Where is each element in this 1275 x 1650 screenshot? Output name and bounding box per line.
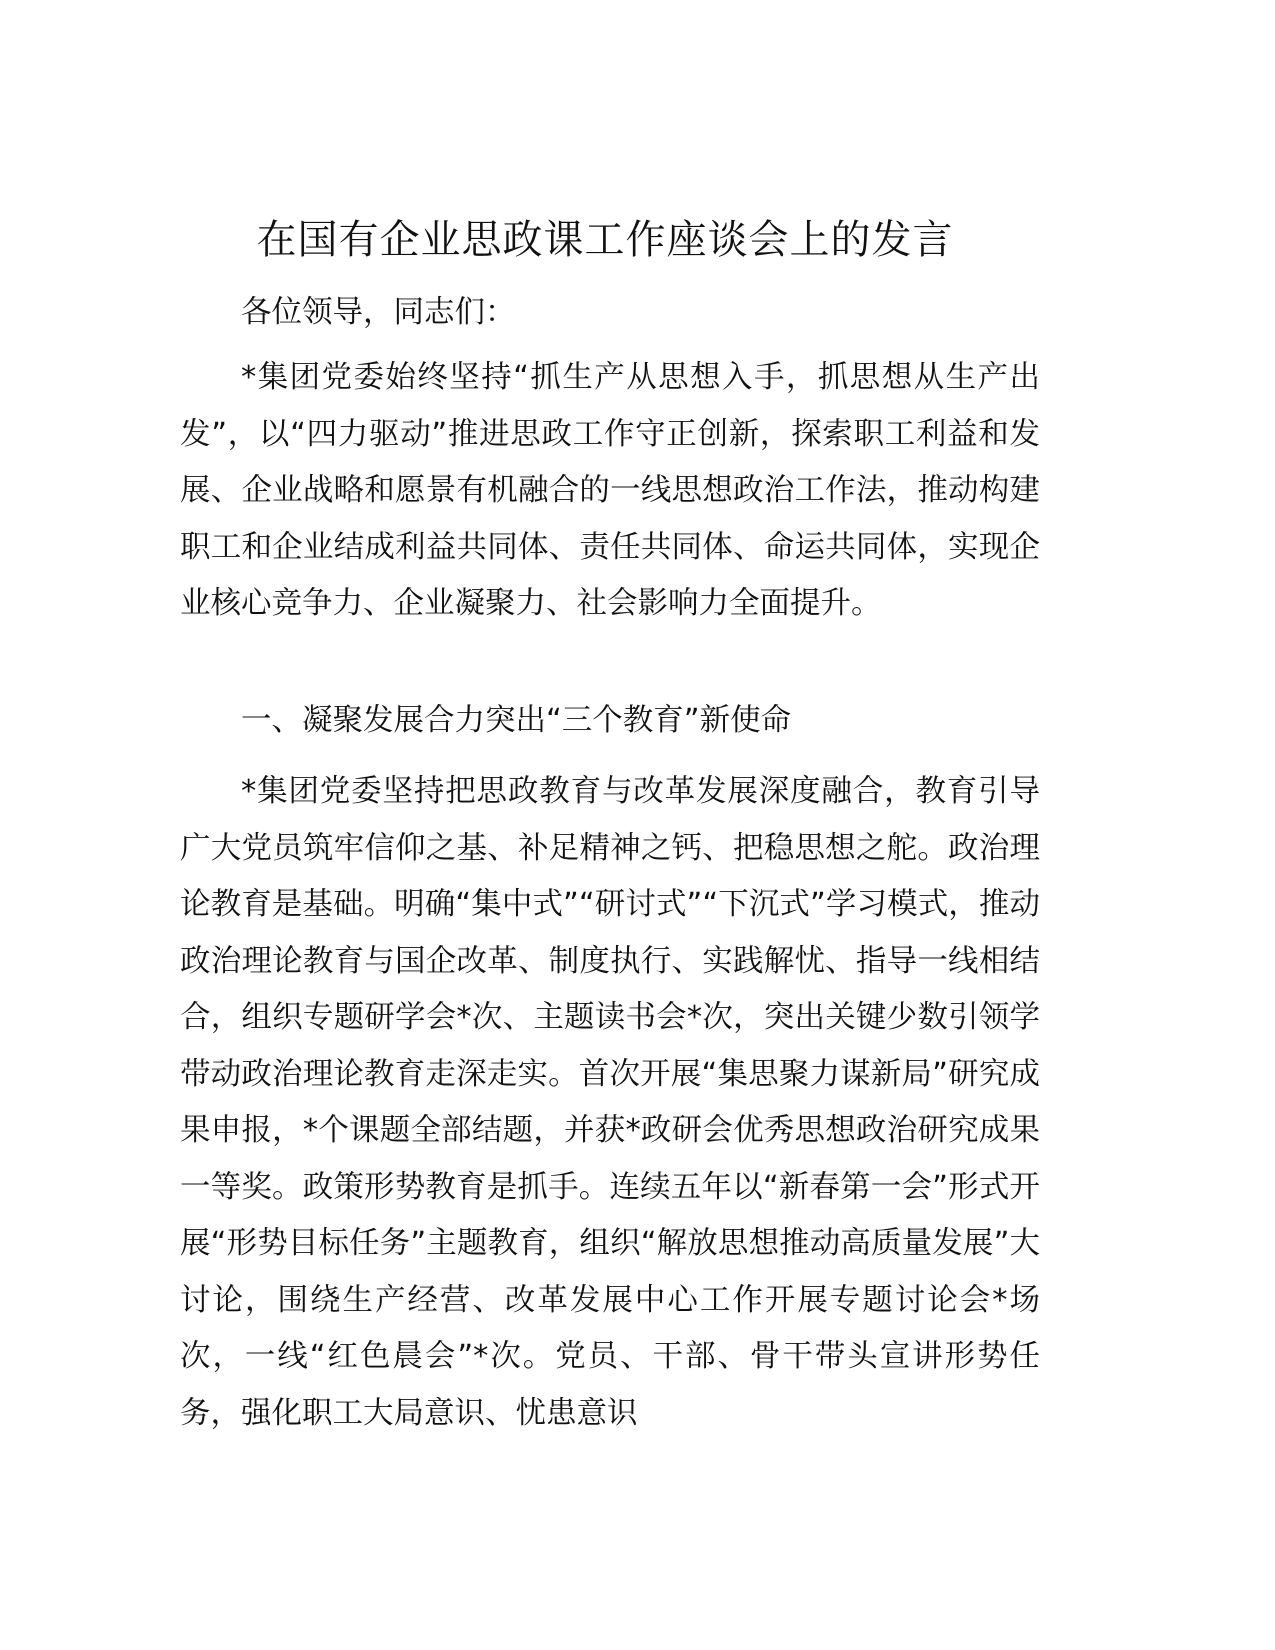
intro-paragraph: *集团党委始终坚持“抓生产从思想入手，抓思想从生产出发”，以“四力驱动”推进思政工作守正创新，探索职工利益和发展、企业战略和愿景有机融合的一线思想政治工作法，推动构建职工和企业结成利益共同体、责任共同体、命运共同体，实现企业核心竞争力、企业凝聚力、社会影响力全面提升。: [180, 360, 1040, 621]
salutation: 各位领导，同志们：: [241, 295, 516, 330]
document-title: 在国有企业思政课工作座谈会上的发言: [256, 217, 954, 263]
section-heading-1: 一、凝聚发展合力突出“三个教育”新使命: [241, 703, 792, 738]
section-1-paragraph: *集团党委坚持把思政教育与改革发展深度融合，教育引导广大党员筑牢信仰之基、补足精神之钙、把稳思想之舵。政治理论教育是基础。明确“集中式”“研讨式”“下沉式”学习模式，推动政治理论教育与国企改革、制度执行、实践解忧、指导一线相结合，组织专题研学会*次、主题读书会*次，突出关键少数引领学带动政治理论教育走深走实。首次开展“集思聚力谋新局”研究成果申报，*个课题全部结题，并获*政研会优秀思想政治研究成果一等奖。政策形势教育是抓手。连续五年以“新春第一会”形式开展“形势目标任务”主题教育，组织“解放思想推动高质量发展”大讨论，围绕生产经营、改革发展中心工作开展专题讨论会*场次，一线“红色晨会”*次。党员、干部、骨干带头宣讲形势任务，强化职工大局意识、忧患意识: [180, 774, 1040, 1431]
